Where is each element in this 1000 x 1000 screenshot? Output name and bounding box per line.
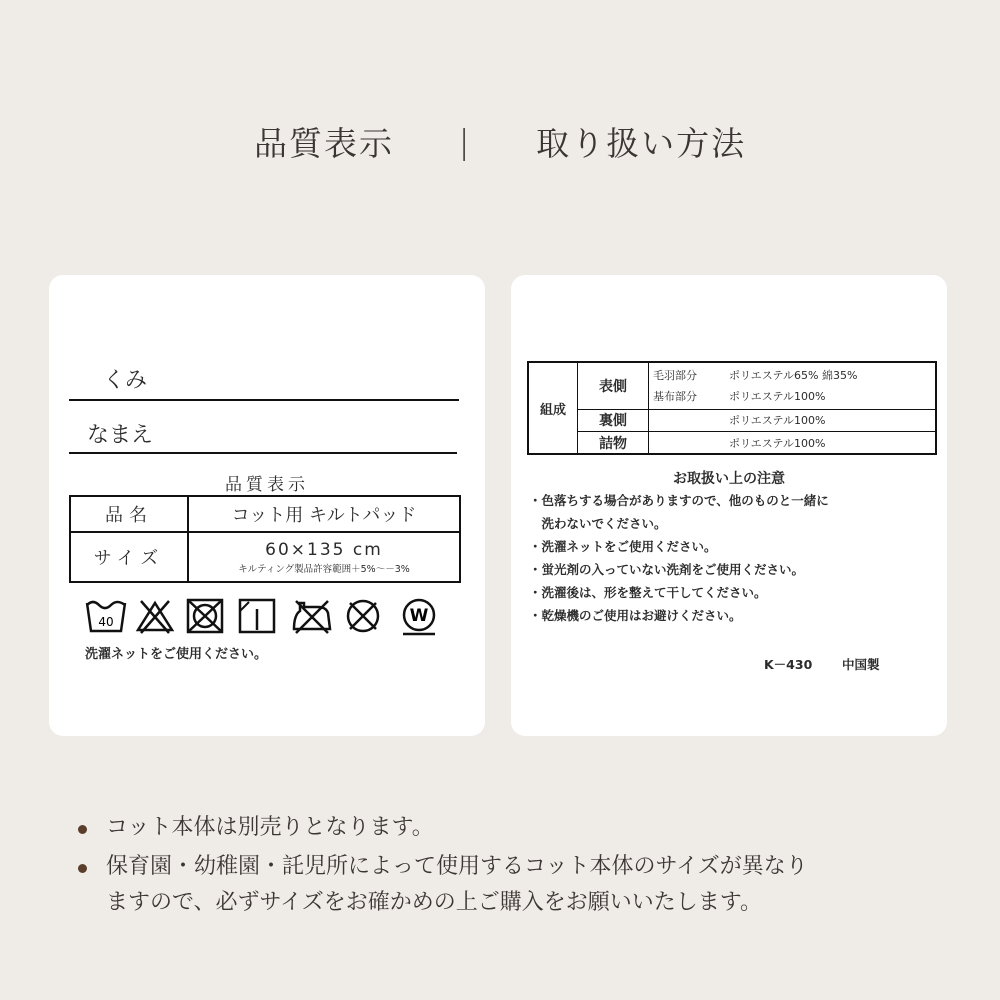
list-item (653, 365, 931, 386)
size-tolerance: キルティング製品許容範囲＋5%〜－3% (238, 564, 410, 576)
country-of-origin: 中国製 (842, 657, 880, 672)
wet-clean-letter: W (409, 606, 429, 626)
table-row (528, 432, 936, 455)
header-care-label: 取り扱い方法 (536, 124, 747, 163)
size-label: サイズ (70, 532, 188, 582)
product-name-value: コット用 キルトパッド (188, 496, 460, 532)
note-text: コット本体は別売りとなります。 (106, 815, 434, 840)
table-row (70, 532, 460, 582)
list-item: ・洗濯後は、形を整えて干してください。 (529, 585, 767, 600)
list-item: ・色落ちする場合がありますので、他のものと一緒に (529, 493, 829, 508)
care-instructions (529, 489, 829, 627)
base-area: 基布部分 (653, 390, 697, 404)
note-text: ますので、必ずサイズをお確かめの上ご購入をお願いいたします。 (106, 890, 763, 915)
class-field-label: くみ (103, 368, 148, 393)
base-material: ポリエステル100% (729, 390, 826, 404)
wash-temp: 40 (98, 615, 114, 629)
list-item (78, 810, 808, 846)
part-back: 裏側 (578, 409, 649, 431)
care-icons (85, 597, 465, 637)
list-item: 洗わないでください。 (529, 516, 667, 531)
filling-material-cell (649, 432, 937, 455)
no-dry-clean-icon (343, 597, 383, 635)
no-tumble-dry-icon (185, 597, 225, 635)
header-quality-label: 品質表示 (253, 124, 394, 163)
table-row (528, 362, 936, 409)
name-field-label: なまえ (87, 423, 154, 448)
list-item (78, 849, 808, 921)
composition-table (527, 361, 937, 455)
table-row (528, 409, 936, 431)
laundry-net-note: 洗濯ネットをご使用ください。 (85, 647, 268, 662)
front-materials (649, 362, 937, 409)
quality-table (69, 495, 461, 583)
back-material-cell (649, 409, 937, 431)
no-bleach-icon (135, 597, 175, 635)
name-field (69, 412, 457, 454)
line-dry-icon (237, 597, 277, 635)
note-text: 保育園・幼稚園・託児所によって使用するコット本体のサイズが異なり (106, 854, 808, 879)
care-label-card (511, 275, 947, 736)
notes-list (78, 810, 808, 921)
table-row (70, 496, 460, 532)
filling-material: ポリエステル100% (729, 436, 826, 450)
bullet-icon (78, 825, 87, 834)
part-filling: 詰物 (578, 432, 649, 455)
pile-material: ポリエステル65% 綿35% (729, 369, 858, 383)
bullet-icon (78, 864, 87, 873)
page-header (0, 118, 1000, 168)
part-front: 表側 (578, 362, 649, 409)
pile-area: 毛羽部分 (653, 369, 697, 383)
class-field (69, 361, 459, 401)
list-item (653, 386, 931, 407)
list-item: ・乾燥機のご使用はお避けください。 (529, 608, 742, 623)
size-value: 60×135 cm (265, 540, 383, 561)
list-item: ・洗濯ネットをご使用ください。 (529, 539, 717, 554)
list-item: ・蛍光剤の入っていない洗剤をご使用ください。 (529, 562, 805, 577)
back-material: ポリエステル100% (729, 414, 826, 428)
no-iron-icon (290, 597, 334, 635)
product-name-label: 品名 (70, 496, 188, 532)
product-code: K－430 (764, 657, 813, 672)
header-separator: | (458, 122, 472, 161)
quality-title: 品質表示 (225, 475, 309, 495)
quality-label-card (49, 275, 485, 736)
care-title: お取扱い上の注意 (673, 471, 785, 487)
size-cell (188, 532, 460, 582)
composition-label: 組成 (528, 362, 578, 454)
wet-clean-icon (397, 597, 441, 637)
wash-40-icon (85, 597, 127, 635)
